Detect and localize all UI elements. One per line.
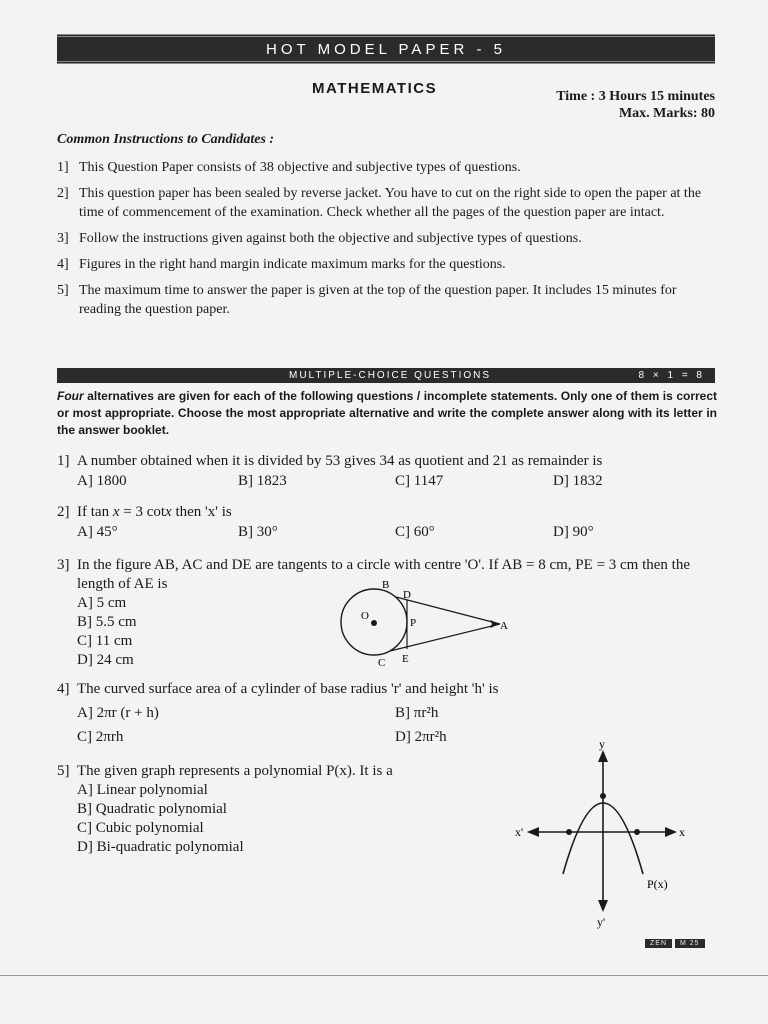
instructions-list [57, 158, 717, 326]
option-d: D] 1832 [553, 473, 603, 489]
label-y: y [599, 738, 605, 751]
option-d: D] 90° [553, 524, 594, 540]
option-c: C] 60° [395, 524, 435, 540]
instruction-number: 5] [57, 283, 69, 298]
y-axis-arrow-up [598, 750, 608, 762]
centre-point [371, 620, 377, 626]
page-footer [645, 939, 705, 948]
label-d: D [403, 589, 411, 601]
instruction-text: This question paper has been sealed by reverse jacket. You have to cut on the right side to open the paper at the time of commencement of the examination. Check whether all the pages of the question paper are intact. [79, 186, 702, 220]
mcq-section-title: MULTIPLE-CHOICE QUESTIONS [289, 370, 492, 381]
option-c: C] 11 cm [77, 633, 133, 649]
question-number: 4] [57, 681, 70, 697]
option-a: A] 1800 [77, 473, 127, 489]
label-a: A [500, 620, 508, 632]
mcq-intro-lead: Four [57, 389, 84, 403]
question-text: In the figure AB, AC and DE are tangents to a circle with centre 'O'. If AB = 8 cm, PE = 3 cm then the length of AE is [77, 557, 691, 592]
option-d: D] Bi-quadratic polynomial [77, 839, 244, 855]
option-c: C] 2πrh [77, 729, 124, 745]
label-o: O [361, 610, 369, 622]
option-c: C] 1147 [395, 473, 444, 489]
question-number: 1] [57, 453, 70, 469]
option-d: D] 2πr²h [395, 729, 447, 745]
label-y-prime: y' [597, 915, 606, 929]
instruction-item [57, 184, 717, 222]
label-b: B [382, 579, 390, 591]
tangent-circle-figure [330, 578, 520, 670]
option-b: B] 5.5 cm [77, 614, 137, 630]
instruction-text: Follow the instructions given against both the objective and subjective types of questions. [79, 231, 582, 246]
label-e: E [402, 653, 409, 665]
x-axis-arrow-left [527, 827, 539, 837]
option-b: B] 30° [238, 524, 278, 540]
polynomial-graph [515, 738, 695, 930]
x-axis-arrow-right [665, 827, 677, 837]
mcq-intro-text: alternatives are given for each of the following questions / incomplete statements. Only one of them is correct or most appropriate. Choose the most appropriate alternative and write the complete answer along with its letter in the answer booklet. [57, 389, 717, 437]
question-number: 3] [57, 557, 70, 573]
instruction-item [57, 281, 717, 319]
option-a: A] 5 cm [77, 595, 127, 611]
question-text: If tan x = 3 cotx then 'x' is [77, 504, 232, 520]
question-number: 5] [57, 763, 70, 779]
label-px: P(x) [647, 877, 668, 891]
label-x-prime: x' [515, 825, 524, 839]
mcq-section-bar [57, 368, 715, 383]
option-c: C] Cubic polynomial [77, 820, 204, 836]
paper-title-banner: HOT MODEL PAPER - 5 [57, 34, 715, 64]
label-p: P [410, 617, 417, 629]
y-axis-arrow-down [598, 900, 608, 912]
instruction-item [57, 229, 717, 248]
mcq-section-marks: 8 × 1 = 8 [638, 370, 705, 381]
arrow-head [490, 620, 500, 628]
instruction-number: 3] [57, 231, 69, 246]
mcq-instructions [57, 388, 717, 439]
bottom-divider [0, 975, 768, 976]
time-marks-block [556, 88, 715, 122]
instruction-number: 1] [57, 160, 69, 175]
footer-page-number: M 25 [675, 939, 705, 948]
instructions-heading: Common Instructions to Candidates : [57, 132, 275, 147]
time-allowed: Time : 3 Hours 15 minutes [556, 89, 715, 104]
instruction-text: Figures in the right hand margin indicate maximum marks for the questions. [79, 257, 506, 272]
question-text: The given graph represents a polynomial P(x). It is a [77, 763, 393, 779]
instruction-text: This Question Paper consists of 38 objective and subjective types of questions. [79, 160, 521, 175]
question-2 [57, 503, 717, 543]
option-b: B] 1823 [238, 473, 287, 489]
footer-publisher: ZEN [645, 939, 672, 948]
question-text: A number obtained when it is divided by 53 gives 34 as quotient and 21 as remainder is [77, 453, 603, 469]
option-b: B] Quadratic polynomial [77, 801, 227, 817]
instruction-number: 4] [57, 257, 69, 272]
option-a: A] 2πr (r + h) [77, 705, 159, 721]
y-intercept-point [600, 793, 606, 799]
subject-title: MATHEMATICS [312, 80, 438, 97]
option-a: A] Linear polynomial [77, 782, 208, 798]
instruction-number: 2] [57, 186, 69, 201]
instruction-item [57, 158, 717, 177]
option-a: A] 45° [77, 524, 118, 540]
question-text: The curved surface area of a cylinder of base radius 'r' and height 'h' is [77, 681, 499, 697]
option-b: B] πr²h [395, 705, 439, 721]
instruction-text: The maximum time to answer the paper is given at the top of the question paper. It includes 15 minutes for reading the question paper. [79, 283, 677, 317]
root-point-right [634, 829, 640, 835]
label-c: C [378, 657, 386, 669]
option-d: D] 24 cm [77, 652, 134, 668]
max-marks: Max. Marks: 80 [618, 106, 715, 121]
question-1 [57, 452, 717, 492]
label-x: x [679, 825, 685, 839]
root-point-left [566, 829, 572, 835]
instruction-item [57, 255, 717, 274]
question-number: 2] [57, 504, 70, 520]
